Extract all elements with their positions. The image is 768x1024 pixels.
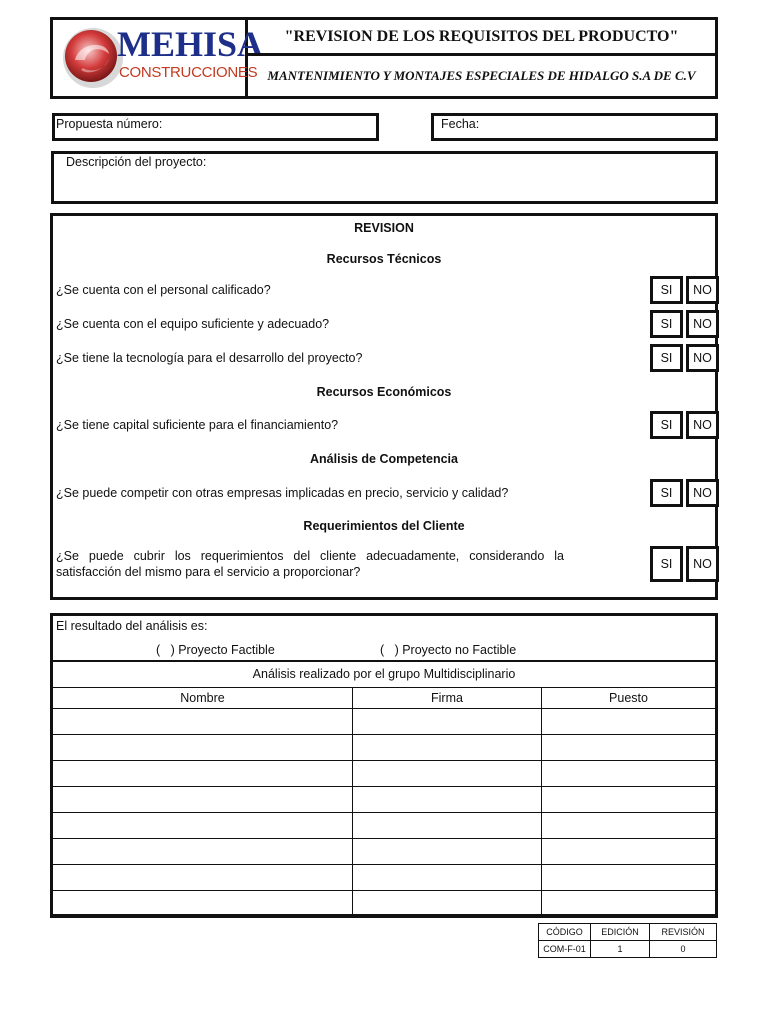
option-not-feasible[interactable]: ( ) Proyecto no Factible [380,643,517,657]
position-cell[interactable] [542,760,716,786]
column-position: Puesto [542,687,716,708]
signatures-table [52,660,716,915]
group-label: Análisis realizado por el grupo Multidisciplinario [53,661,716,687]
revision-header: REVISIÓN [650,924,717,941]
brand-name: MEHISA [117,24,264,64]
name-cell[interactable] [53,812,353,838]
name-cell[interactable] [53,760,353,786]
position-cell[interactable] [542,890,716,914]
position-cell[interactable] [542,786,716,812]
signature-cell[interactable] [353,838,542,864]
code-header: CÓDIGO [539,924,591,941]
revision-panel [50,213,718,600]
result-panel [50,613,718,918]
name-cell[interactable] [53,838,353,864]
signature-cell[interactable] [353,786,542,812]
document-code-table [538,923,717,958]
question-competition: ¿Se puede competir con otras empresas implicadas en precio, servicio y calidad? [56,486,509,500]
no-checkbox[interactable]: NO [686,344,719,372]
section-heading-competition: Análisis de Competencia [310,452,458,466]
question-qualified-staff: ¿Se cuenta con el personal calificado? [56,283,271,297]
signature-cell[interactable] [353,812,542,838]
signature-cell[interactable] [353,760,542,786]
yes-checkbox[interactable]: SI [650,546,683,582]
name-cell[interactable] [53,734,353,760]
question-technology: ¿Se tiene la tecnología para el desarrollo del proyecto? [56,351,363,365]
company-name: MANTENIMIENTO Y MONTAJES ESPECIALES DE HIDALGO S.A DE C.V [267,68,696,83]
table-row [53,760,716,786]
document-title: "REVISION DE LOS REQUISITOS DEL PRODUCTO" [248,20,715,56]
position-cell[interactable] [542,864,716,890]
name-cell[interactable] [53,864,353,890]
name-cell[interactable] [53,708,353,734]
table-row [53,838,716,864]
column-signature: Firma [353,687,542,708]
question-capital: ¿Se tiene capital suficiente para el financiamiento? [56,418,339,432]
result-label: El resultado del análisis es: [56,619,208,633]
edition-value: 1 [591,941,650,958]
yes-checkbox[interactable]: SI [650,479,683,507]
revision-title: REVISION [354,221,414,235]
option-feasible[interactable]: ( ) Proyecto Factible [156,643,275,657]
description-label: Descripción del proyecto: [66,155,207,169]
no-checkbox[interactable]: NO [686,411,719,439]
table-row [53,864,716,890]
table-row [53,786,716,812]
yes-checkbox[interactable]: SI [650,411,683,439]
no-checkbox[interactable]: NO [686,310,719,338]
section-heading-client: Requerimientos del Cliente [303,519,465,533]
logo-cell [53,20,264,96]
table-row [53,890,716,914]
no-checkbox[interactable]: NO [686,276,719,304]
name-cell[interactable] [53,786,353,812]
revision-value: 0 [650,941,717,958]
table-row [53,734,716,760]
yes-checkbox[interactable]: SI [650,276,683,304]
table-row [53,708,716,734]
position-cell[interactable] [542,734,716,760]
code-value: COM-F-01 [539,941,591,958]
section-heading-technical: Recursos Técnicos [326,252,442,266]
yes-checkbox[interactable]: SI [650,310,683,338]
signature-cell[interactable] [353,864,542,890]
signature-cell[interactable] [353,734,542,760]
position-cell[interactable] [542,838,716,864]
section-heading-economic: Recursos Económicos [316,385,452,399]
description-field[interactable] [51,151,718,204]
proposal-field[interactable] [52,113,379,141]
no-checkbox[interactable]: NO [686,479,719,507]
position-cell[interactable] [542,708,716,734]
position-cell[interactable] [542,812,716,838]
date-label: Fecha: [441,117,480,131]
no-checkbox[interactable]: NO [686,546,719,582]
table-row [53,812,716,838]
question-client-requirements: ¿Se puede cubrir los requerimientos del cliente adecuadamente, considerando la satisfacción del mismo para el servicio a proporcionar? [56,549,564,579]
document-header [50,17,718,99]
edition-header: EDICIÓN [591,924,650,941]
brand-sub: CONSTRUCCIONES [119,64,258,81]
proposal-label: Propuesta número: [56,117,163,131]
name-cell[interactable] [53,890,353,914]
date-field[interactable] [431,113,718,141]
yes-checkbox[interactable]: SI [650,344,683,372]
question-equipment: ¿Se cuenta con el equipo suficiente y adecuado? [56,317,330,331]
column-name: Nombre [53,687,353,708]
signature-cell[interactable] [353,890,542,914]
signature-cell[interactable] [353,708,542,734]
